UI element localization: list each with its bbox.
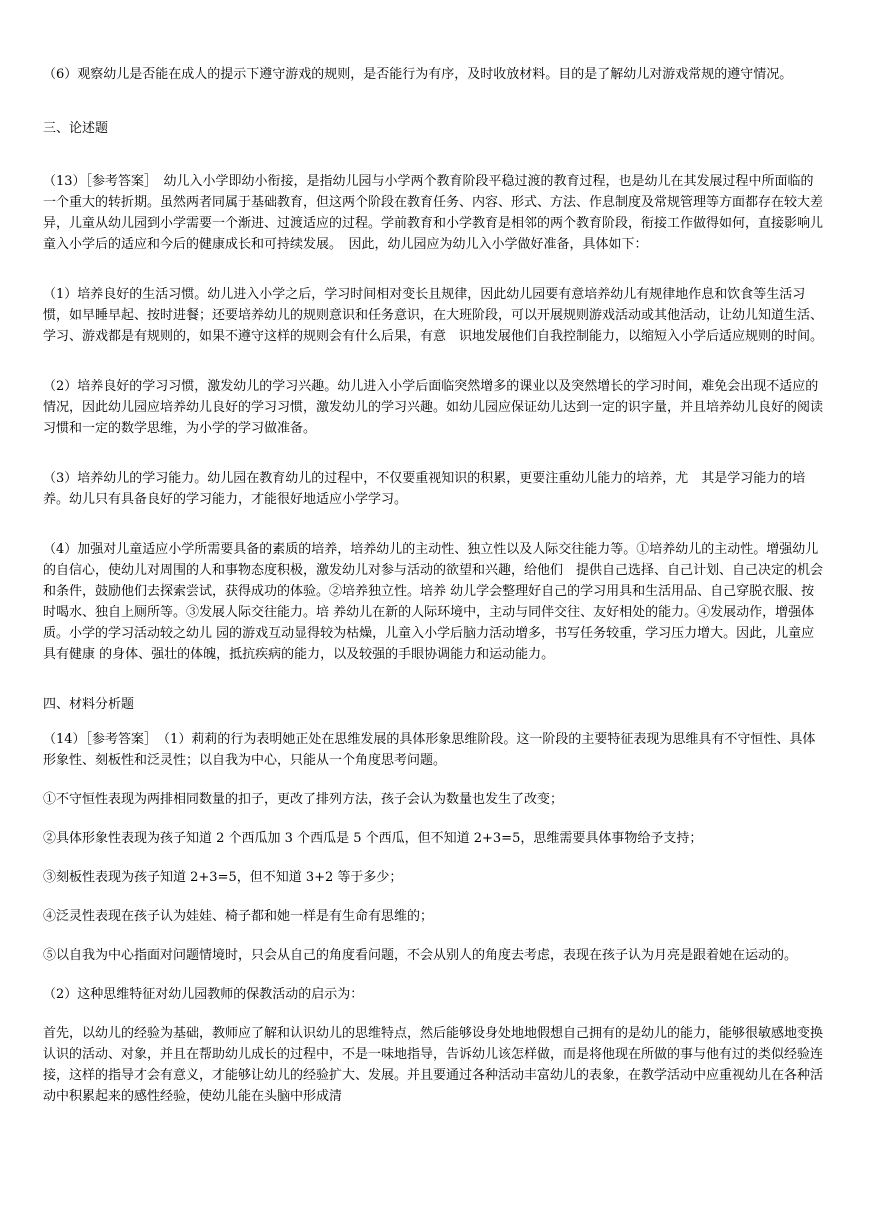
answer-14-bullet-2: ②具体形象性表现为孩子知道 2 个西瓜加 3 个西瓜是 5 个西瓜，但不知道 2+3=5，思维需要具体事物给予支持；: [43, 831, 703, 846]
answer-14-bullet-1: ①不守恒性表现为两排相同数量的扣子，更改了排列方法，孩子会认为数量也发生了改变；: [43, 792, 564, 807]
answer-14-part-2-heading: （2）这种思维特征对幼儿园教师的保教活动的启示为：: [43, 987, 364, 1002]
answer-13-point-2: （2）培养良好的学习习惯，激发幼儿的学习兴趣。幼儿进入小学后面临突然增多的课业以及突然增长的学习时间，难免会出现不适应的情况，因此幼儿园应培养幼儿良好的学习习惯，激发幼儿的学习兴趣。如幼儿园应保证幼儿达到一定的识字量，并且培养幼儿良好的阅读习惯和一定的数学思维，为小学的学习做准备。: [43, 379, 824, 436]
answer-14-bullet-3: ③刻板性表现为孩子知道 2+3=5，但不知道 3+2 等于多少；: [43, 870, 403, 885]
answer-14-part-1: （14）［参考答案］ （1）莉莉的行为表明她正处在思维发展的具体形象思维阶段。这一阶段的主要特征表现为思维具有不守恒性、具体形象性、刻板性和泛灵性；以自我为中心，只能从一个角度思考问题。: [43, 732, 816, 768]
answer-14-part-2-body: 首先，以幼儿的经验为基础，教师应了解和认识幼儿的思维特点，然后能够设身处地地假想自己拥有的是幼儿的能力，能够很敏感地变换认识的活动、对象，并且在帮助幼儿成长的过程中，不是一味地指导，告诉幼儿该怎样做，而是将他现在所做的事与他有过的类似经验连接，这样的指导才会有意义，才能够让幼儿的经验扩大、发展。并且要通过各种活动丰富幼儿的表象，在教学活动中应重视幼儿在各种活动中积累起来的感性经验，使幼儿能在头脑中形成清: [43, 1026, 824, 1104]
answer-13-point-4: （4）加强对儿童适应小学所需要具备的素质的培养，培养幼儿的主动性、独立性以及人际交往能力等。①培养幼儿的主动性。增强幼儿的自信心，使幼儿对周围的人和事物态度积极，激发幼儿对参与活动的欲望和兴趣，给他们 提供自己选择、自己计划、自己决定的机会和条件，鼓励他们去探索尝试，获得成功的体验。②培养独立性。培养 幼儿学会整理好自己的学习用具和生活用品、自己穿脱衣服、按时喝水、独自上厕所等。③发展人际交往能力。培 养幼儿在新的人际环境中，主动与同伴交往、友好相处的能力。④发展动作，增强体质。小学的学习活动较之幼儿 园的游戏互动显得较为枯燥，儿童入小学后脑力活动增多，书写任务较重，学习压力增大。因此，儿童应具有健康 的身体、强壮的体魄，抵抗疾病的能力，以及较强的手眼协调能力和运动能力。: [43, 542, 824, 662]
answer-13-point-3: （3）培养幼儿的学习能力。幼儿园在教育幼儿的过程中，不仅要重视知识的积累，更要注重幼儿能力的培养，尤 其是学习能力的培养。幼儿只有具备良好的学习能力，才能很好地适应小学学习。: [43, 471, 806, 507]
section-heading-material-analysis: 四、材料分析题: [43, 697, 135, 712]
item-6-paragraph: （6）观察幼儿是否能在成人的提示下遵守游戏的规则，是否能行为有序，及时收放材料。目的是了解幼儿对游戏常规的遵守情况。: [43, 67, 793, 82]
answer-14-bullet-5: ⑤以自我为中心指面对问题情境时，只会从自己的角度看问题，不会从别人的角度去考虑，表现在孩子认为月亮是跟着她在运动的。: [43, 948, 798, 963]
answer-14-bullet-4: ④泛灵性表现在孩子认为娃娃、椅子都和她一样是有生命有思维的；: [43, 909, 434, 924]
answer-13-intro: （13）［参考答案］ 幼儿入小学即幼小衔接，是指幼儿园与小学两个教育阶段平稳过渡的教育过程，也是幼儿在其发展过程中所面临的一个重大的转折期。虽然两者同属于基础教育，但这两个阶段在教育任务、内容、形式、方法、作息制度及常规管理等方面都存在较大差异，儿童从幼儿园到小学需要一个渐进、过渡适应的过程。学前教育和小学教育是相邻的两个教育阶段，衔接工作做得如何，直接影响儿童入小学后的适应和今后的健康成长和可持续发展。 因此，幼儿园应为幼儿入小学做好准备，具体如下：: [43, 174, 824, 252]
section-heading-essay: 三、论述题: [43, 121, 109, 136]
answer-13-point-1: （1）培养良好的生活习惯。幼儿进入小学之后，学习时间相对变长且规律，因此幼儿园要有意培养幼儿有规律地作息和饮食等生活习惯，如早睡早起、按时进餐；还要培养幼儿的规则意识和任务意识，在大班阶段，可以开展规则游戏活动或其他活动，让幼儿知道生活、学习、游戏都是有规则的，如果不遵守这样的规则会有什么后果，有意 识地发展他们自我控制能力，以缩短入小学后适应规则的时间。: [43, 287, 824, 344]
